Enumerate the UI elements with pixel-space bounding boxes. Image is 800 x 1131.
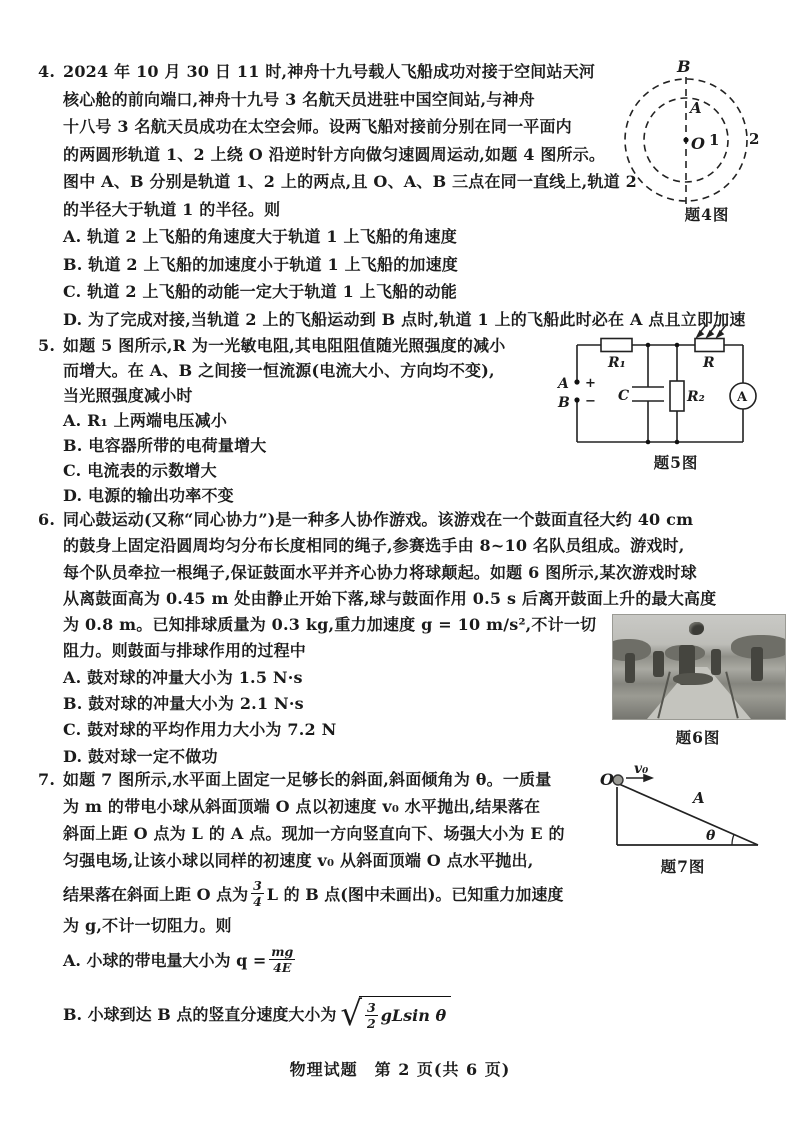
photoresistor-r-box — [695, 339, 724, 352]
question-line: 而增大。在 A、B 之间接一恒流源(电流大小、方向均不变), — [63, 361, 495, 380]
question-text: 2024 年 10 月 30 日 11 时,神舟十九号载人飞船成功对接于空间站天河 — [63, 62, 596, 81]
page-footer: 物理试题 第 2 页(共 6 页) — [289, 1060, 511, 1079]
radicand-text: gLsin θ — [380, 1005, 447, 1025]
option-text: B. 小球到达 B 点的竖直分速度大小为 — [63, 1004, 337, 1024]
option-line: B. 电容器所带的电荷量增大 — [63, 436, 267, 455]
ball-at-o — [613, 775, 623, 785]
light-arrows-icon — [697, 325, 726, 337]
figure-photo-drum-game — [612, 614, 786, 720]
figure-7-caption: 题7图 — [660, 857, 706, 876]
question-line: 匀强电场,让该小球以同样的初速度 v₀ 从斜面顶端 O 点水平抛出, — [63, 851, 534, 870]
question-7 — [38, 766, 608, 1039]
option-line: D. 电源的输出功率不变 — [63, 486, 234, 505]
label-r: R — [703, 355, 715, 371]
question-line: 的鼓身上固定沿圆周均匀分布长度相同的绳子,参赛选手由 8~10 名队员组成。游戏时, — [63, 536, 685, 556]
figure-4-caption: 题4图 — [684, 205, 730, 224]
label-point-a: A — [693, 789, 705, 807]
label-terminal-a: A — [558, 376, 569, 392]
figure-incline — [598, 758, 796, 866]
question-text: L 的 B 点(图中未画出)。已知重力加速度 — [266, 884, 564, 904]
resistor-r2-box — [670, 381, 684, 411]
question-line: 图中 A、B 分别是轨道 1、2 上的两点,且 O、A、B 三点在同一直线上,轨道 2 — [63, 172, 637, 191]
fraction-mg-4e: $\frac{mg}{4E}$ — [271, 943, 294, 975]
label-r2: R₂ — [687, 389, 705, 405]
label-plus: + — [585, 376, 596, 391]
photo-player — [751, 647, 763, 681]
question-number: 7. — [38, 770, 56, 789]
label-c: C — [618, 388, 630, 404]
label-orbit-2: 2 — [749, 130, 760, 148]
option-line: C. 轨道 2 上飞船的动能一定大于轨道 1 上飞船的动能 — [63, 282, 457, 301]
resistor-r1-box — [601, 339, 632, 352]
theta-arc — [732, 835, 734, 846]
question-line: 斜面上距 O 点为 L 的 A 点。现加一方向竖直向下、场强大小为 E 的 — [63, 824, 565, 843]
label-point-b: B — [677, 57, 691, 76]
question-line: 为 g,不计一切阻力。则 — [63, 916, 232, 935]
option-line: D. 鼓对球一定不做功 — [63, 746, 218, 766]
option-line: C. 电流表的示数增大 — [63, 461, 217, 480]
option-text: A. 小球的带电量大小为 q = — [63, 950, 267, 970]
option-line: C. 鼓对球的平均作用力大小为 7.2 N — [63, 720, 337, 740]
label-orbit-1: 1 — [709, 131, 720, 149]
incline-lines — [617, 784, 758, 845]
photo-ball — [689, 622, 704, 635]
question-line: 阻力。则鼓面与排球作用的过程中 — [63, 641, 307, 661]
label-terminal-b: B — [558, 395, 570, 411]
question-5 — [38, 333, 568, 508]
fraction-three-quarters: $\frac{3}{4}$ — [253, 877, 262, 909]
circuit-wires — [577, 345, 743, 442]
question-text: 如题 7 图所示,水平面上固定一足够长的斜面,斜面倾角为 θ。一质量 — [63, 770, 552, 789]
option-line: B. 鼓对球的冲量大小为 2.1 N·s — [63, 694, 304, 714]
question-line: 核心舱的前向端口,神舟十九号 3 名航天员进驻中国空间站,与神舟 — [63, 89, 535, 109]
label-v0: v₀ — [634, 761, 649, 777]
photo-player — [653, 651, 664, 677]
square-root-expression — [340, 993, 451, 1034]
question-number: 4. — [38, 62, 56, 81]
label-ammeter: A — [737, 390, 748, 405]
label-point-a: A — [690, 99, 702, 117]
photo-player — [711, 649, 721, 675]
question-text: 结果落在斜面上距 O 点为 — [63, 884, 249, 904]
radical-sign: √ — [340, 993, 363, 1034]
question-line-with-fraction — [38, 874, 608, 912]
option-line: B. 轨道 2 上飞船的加速度小于轨道 1 上飞船的加速度 — [63, 254, 459, 274]
label-minus: − — [585, 394, 596, 409]
question-line: 的两圆形轨道 1、2 上绕 O 沿逆时针方向做匀速圆周运动,如题 4 图所示。 — [63, 144, 606, 164]
option-line: D. 为了完成对接,当轨道 2 上的飞船运动到 B 点时,轨道 1 上的飞船此时必在 A 点且立即加速 — [63, 309, 746, 329]
question-line: 十八号 3 名航天员成功在太空会师。设两飞船对接前分别在同一平面内 — [63, 117, 572, 136]
label-r1: R₁ — [608, 355, 626, 371]
figure-6-caption: 题6图 — [675, 728, 721, 747]
option-line-a — [38, 939, 608, 979]
fraction-three-halves: $\frac{3}{2}$ — [367, 999, 376, 1031]
photo-drum — [673, 673, 713, 685]
option-line: A. R₁ 上两端电压减小 — [63, 411, 228, 430]
question-line: 从离鼓面高为 0.45 m 处由静止开始下落,球与鼓面作用 0.5 s 后离开鼓面上升的最大高度 — [63, 588, 717, 608]
figure-5-caption: 题5图 — [653, 453, 699, 472]
figure-circuit — [556, 323, 796, 468]
question-line — [38, 507, 788, 533]
question-line: 为 0.8 m。已知排球质量为 0.3 kg,重力加速度 g = 10 m/s²,不计一切 — [63, 615, 597, 635]
figure-orbits — [618, 55, 796, 207]
center-dot — [683, 137, 688, 142]
question-line — [38, 333, 568, 358]
question-line — [38, 766, 608, 793]
question-line: 的半径大于轨道 1 的半径。则 — [63, 199, 281, 219]
label-origin-o: O — [600, 770, 614, 789]
option-line: A. 轨道 2 上飞船的角速度大于轨道 1 上飞船的角速度 — [63, 227, 457, 246]
option-line: A. 鼓对球的冲量大小为 1.5 N·s — [63, 667, 303, 687]
option-line-b — [38, 987, 608, 1039]
question-number: 5. — [38, 336, 56, 355]
question-text: 如题 5 图所示,R 为一光敏电阻,其电阻阻值随光照强度的减小 — [63, 336, 506, 355]
photo-player — [625, 653, 635, 683]
question-text: 同心鼓运动(又称“同心协力”)是一种多人协作游戏。该游戏在一个鼓面直径大约 40 cm — [63, 510, 694, 529]
question-line: 为 m 的带电小球从斜面顶端 O 点以初速度 v₀ 水平抛出,结果落在 — [63, 797, 541, 816]
question-number: 6. — [38, 510, 56, 529]
label-center-o: O — [691, 134, 705, 153]
question-line: 当光照强度减小时 — [63, 386, 193, 405]
label-theta: θ — [706, 828, 716, 844]
question-line: 每个队员牵拉一根绳子,保证鼓面水平并齐心协力将球颠起。如题 6 图所示,某次游戏时球 — [63, 562, 697, 582]
